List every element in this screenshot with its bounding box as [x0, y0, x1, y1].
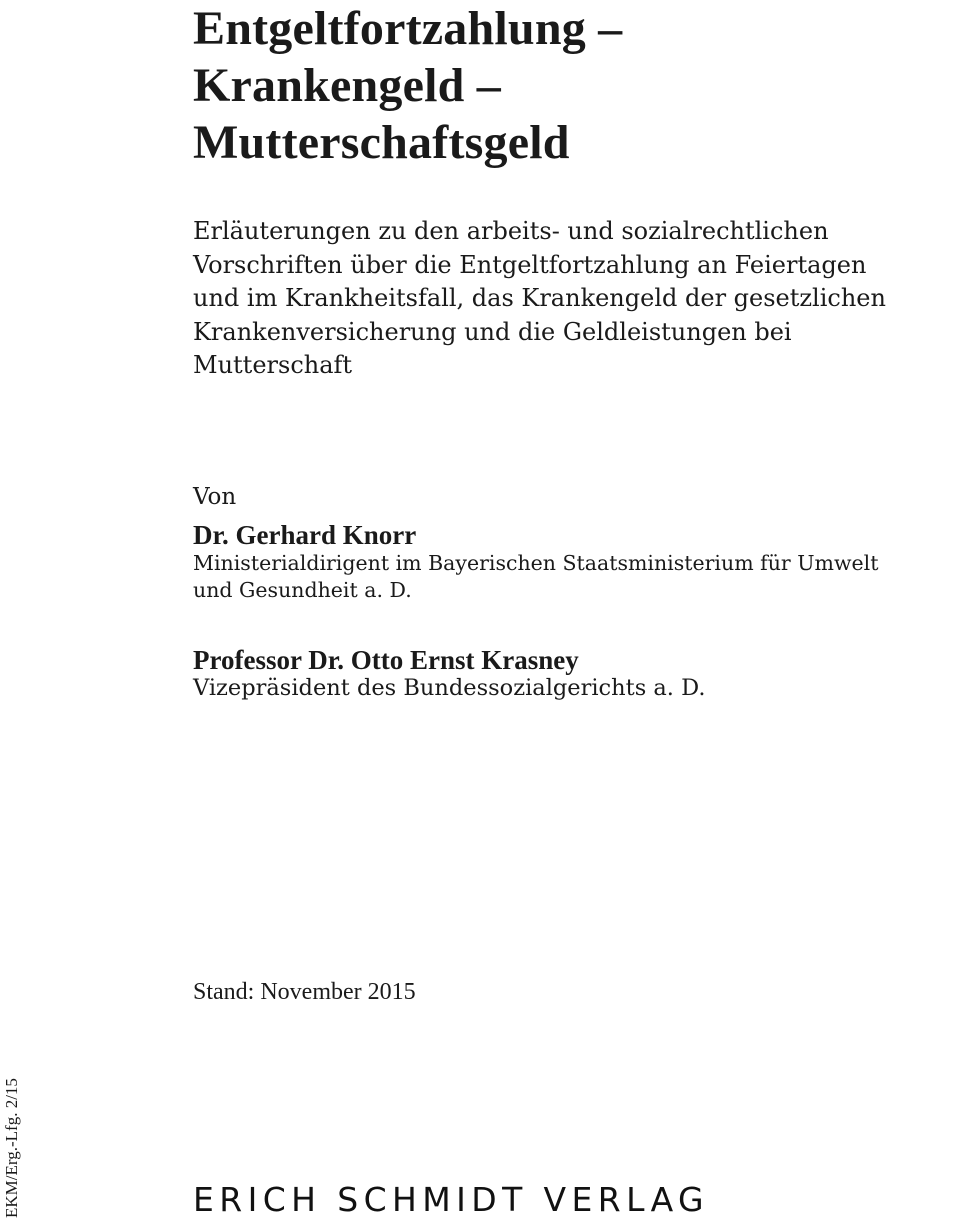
author-block: [193, 645, 706, 702]
subtitle-line: Erläuterungen zu den arbeits- und sozialrechtlichen: [193, 217, 829, 245]
supplement-code: EKM/Erg.-Lfg. 2/15: [2, 1078, 21, 1218]
publisher-name: ERICH SCHMIDT VERLAG: [193, 1180, 709, 1219]
subtitle-line: und im Krankheitsfall, das Krankengeld der gesetzlichen: [193, 284, 886, 312]
title-line: Krankengeld –: [193, 59, 501, 112]
author-role: Ministerialdirigent im Bayerischen Staatsministerium für Umwelt: [193, 551, 879, 575]
book-subtitle: [193, 215, 933, 383]
byline: Von: [193, 484, 237, 510]
author-role: Vizepräsident des Bundessozialgerichts a. D.: [193, 675, 706, 701]
author-name: Professor Dr. Otto Ernst Krasney: [193, 645, 579, 675]
author-role: und Gesundheit a. D.: [193, 578, 412, 602]
subtitle-line: Vorschriften über die Entgeltfortzahlung an Feiertagen: [193, 250, 867, 279]
book-title: [193, 0, 622, 171]
subtitle-line: Mutterschaft: [193, 351, 353, 379]
edition-date: Stand: November 2015: [193, 979, 416, 1005]
author-name: Dr. Gerhard Knorr: [193, 520, 417, 550]
subtitle-line: Krankenversicherung und die Geldleistungen bei: [193, 317, 792, 346]
title-line: Mutterschaftsgeld: [193, 116, 570, 169]
title-line: Entgeltfortzahlung –: [193, 2, 623, 55]
author-block: [193, 520, 878, 604]
